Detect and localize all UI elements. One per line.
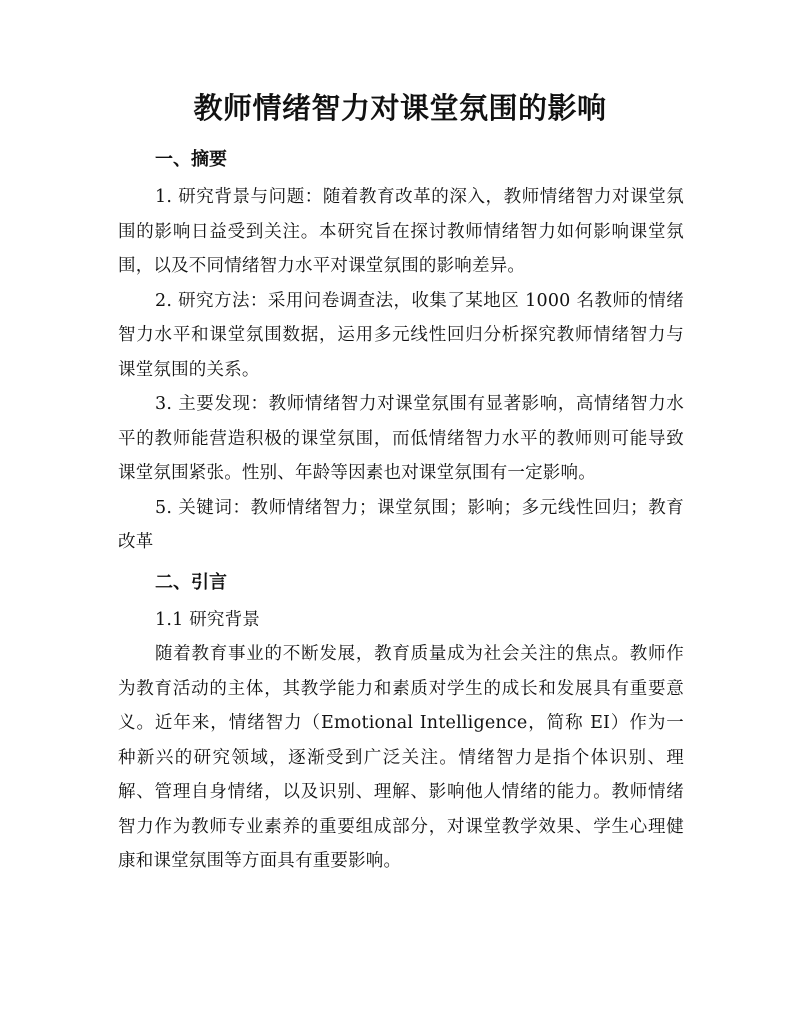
abstract-paragraph-keywords: 5. 关键词：教师情绪智力；课堂氛围；影响；多元线性回归；教育改革 — [118, 497, 684, 552]
introduction-paragraph: 随着教育事业的不断发展，教育质量成为社会关注的焦点。教师作为教育活动的主体，其教学能力和素质对学生的成长和发展具有重要意义。近年来，情绪智力（Emotional Intelligence，简称 EI）作为一种新兴的研究领域，逐渐受到广泛关注。情绪智力是指个体识别、理解、管理自身情绪，以及识别、理解、影响他人情绪的能力。教师情绪智力作为教师专业素养的重要组成部分，对课堂教学效果、学生心理健康和课堂氛围等方面具有重要影响。 — [118, 644, 684, 871]
section-heading-abstract: 一、摘要 — [155, 149, 227, 170]
section-heading-introduction: 二、引言 — [155, 571, 227, 593]
abstract-paragraph-methods: 2. 研究方法：采用问卷调查法，收集了某地区 1000 名教师的情绪智力水平和课堂氛围数据，运用多元线性回归分析探究教师情绪智力与课堂氛围的关系。 — [118, 290, 684, 380]
abstract-paragraph-background: 1. 研究背景与问题：随着教育改革的深入，教师情绪智力对课堂氛围的影响日益受到关注。本研究旨在探讨教师情绪智力如何影响课堂氛围，以及不同情绪智力水平对课堂氛围的影响差异。 — [118, 187, 684, 276]
subsection-heading-background: 1.1 研究背景 — [155, 609, 260, 630]
document-body — [118, 140, 684, 879]
document-title: 教师情绪智力对课堂氛围的影响 — [193, 91, 607, 125]
abstract-paragraph-findings: 3. 主要发现：教师情绪智力对课堂氛围有显著影响，高情绪智力水平的教师能营造积极的课堂氛围，而低情绪智力水平的教师则可能导致课堂氛围紧张。性别、年龄等因素也对课堂氛围有一定影响。 — [118, 394, 684, 483]
